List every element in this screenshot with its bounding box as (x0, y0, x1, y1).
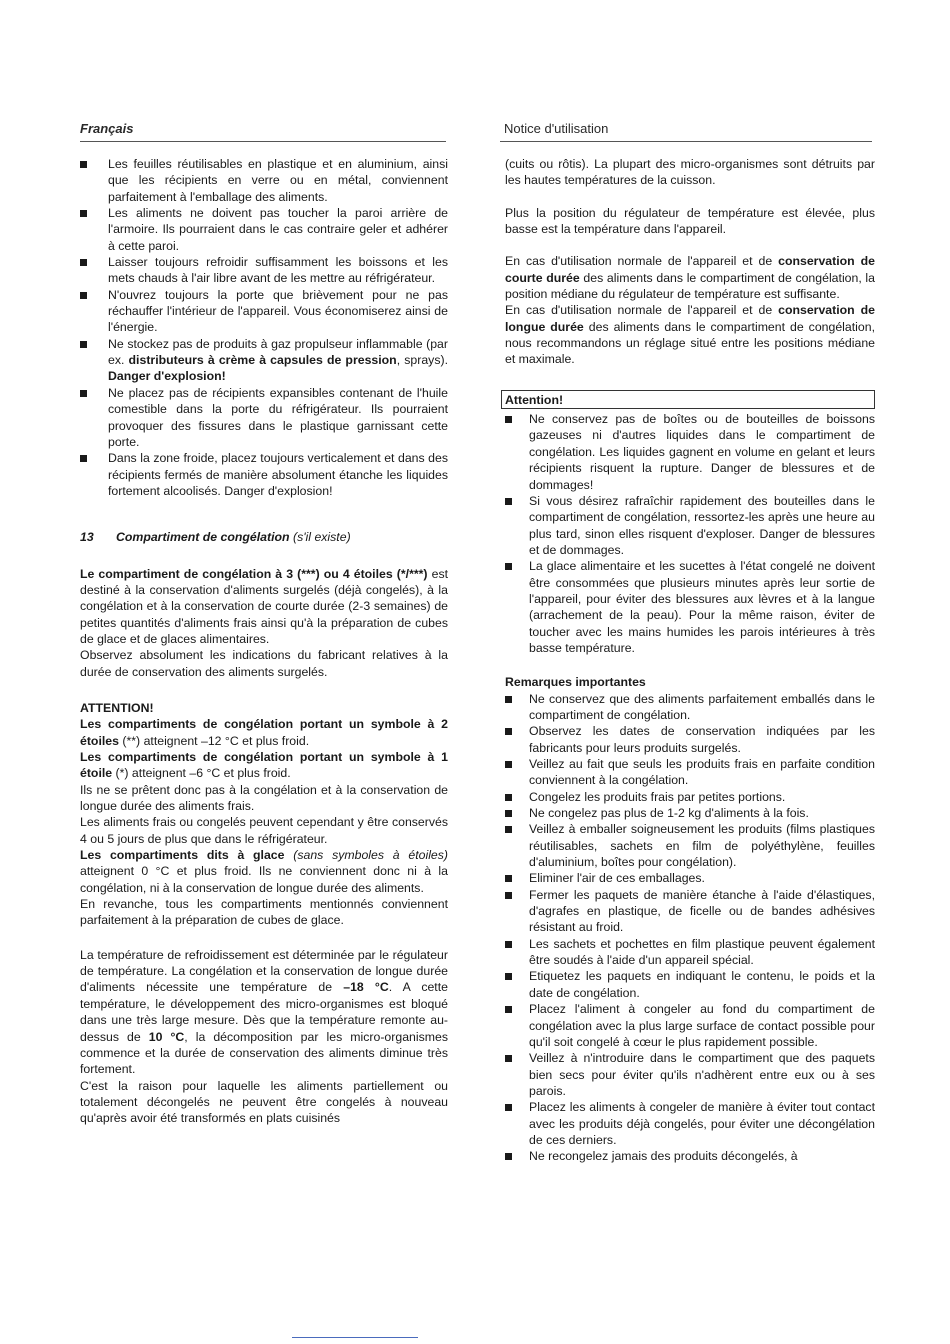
fresh-food-paragraph: Les aliments frais ou congelés peuvent cependant y être conservés 4 ou 5 jours de plus que dans le réfrigérateur. (80, 815, 448, 846)
attention-box: Attention! (501, 390, 875, 409)
attention-heading: ATTENTION! (80, 700, 154, 715)
list-item: Laisser toujours refroidir suffisamment les boissons et les mets chauds à l'air libre avant de les mettre au réfrigérateur. (80, 254, 448, 287)
however-paragraph: En revanche, tous les compartiments mentionnés conviennent parfaitement à la préparation de cubes de glace. (80, 897, 448, 928)
regulator-paragraph: Plus la position du régulateur de température est élevée, plus basse est la température dans l'appareil. (505, 205, 875, 237)
long-storage-paragraph: En cas d'utilisation normale de l'appareil et de conservation de longue durée des aliments dans le compartiment de congélation, nous recommandons un réglage situé entre les positions médiane et maximale. (505, 303, 875, 367)
list-item: Ne congelez pas plus de 1-2 kg d'aliments à la fois. (505, 805, 875, 821)
list-item: Veillez à n'introduire dans le compartiment que des paquets bien secs pour éviter qu'ils n'adhèrent entre eux ou à ses parois. (505, 1050, 875, 1099)
observe-paragraph: Observez absolument les indications du fabricant relatives à la durée de conservation des aliments surgelés. (80, 648, 448, 679)
header-language: Français (80, 121, 134, 136)
section-title: Compartiment de congélation (116, 530, 290, 545)
left-column (80, 156, 448, 1127)
list-item: Les feuilles réutilisables en plastique et en aluminium, ainsi que les récipients en verre ou en métal, conviennent parfaitement à l'emballage des aliments. (80, 156, 448, 205)
remarks-heading: Remarques importantes (505, 675, 646, 690)
footer-line (292, 1337, 418, 1338)
right-column (505, 156, 875, 1165)
list-item: Placez l'aliment à congeler au fond du compartiment de congélation avec la plus large surface de contact possible pour qu'il soit congelé à cœur le plus rapidement possible. (505, 1001, 875, 1050)
section-number: 13 (80, 530, 94, 545)
header-title: Notice d'utilisation (504, 121, 609, 136)
temperature-paragraph: La température de refroidissement est déterminée par le régulateur de température. La congélation et la conservation de longue durée d'aliments nécessite une température de –18 °C. A cette température, le développement des micro-organismes est bloqué dans une très large mesure. Dès que la température remonte au-dessus de 10 °C, la décomposition par les micro-organismes commence et la durée de conservation des aliments diminue très fortement. (80, 947, 448, 1077)
two-star-paragraph: Les compartiments de congélation portant un symbole à 2 étoiles (**) atteignent –12 °C et plus froid. (80, 717, 448, 748)
list-item: La glace alimentaire et les sucettes à l'état congelé ne doivent être consommées que plusieurs minutes après leur sortie de l'appareil, pour éviter des blessures aux lèvres et à la langue (arrachement de la peau). Pour la même raison, éviter de toucher avec les mains humides les parois intérieures à très basse température. (505, 558, 875, 656)
attention-list (505, 411, 875, 656)
list-item: Dans la zone froide, placez toujours verticalement et dans des récipients fermés de manière absolument étanche les liquides fortement alcoolisés. Danger d'explosion! (80, 450, 448, 499)
list-item: Ne placez pas de récipients expansibles contenant de l'huile comestible dans la porte du réfrigérateur. Ils pourraient provoquer des fissures dans le plastique garnissant cette porte. (80, 385, 448, 450)
reason-paragraph: C'est la raison pour laquelle les aliments partiellement ou totalement décongelés ne peuvent être congelés à nouveau qu'après avoir été transformés en plats cuisinés (80, 1078, 448, 1126)
list-item: Ne recongelez jamais des produits décongelés, à (505, 1148, 875, 1164)
one-star-paragraph: Les compartiments de congélation portant un symbole à 1 étoile (*) atteignent –6 °C et plus froid. (80, 750, 448, 781)
list-item: Les aliments ne doivent pas toucher la paroi arrière de l'armoire. Ils pourraient dans le cas contraire geler et adhérer à cette paroi. (80, 205, 448, 254)
not-suited-paragraph: Ils ne se prêtent donc pas à la congélation et à la conservation de longue durée des aliments frais. (80, 782, 448, 814)
list-item: Ne conservez que des aliments parfaitement emballés dans le compartiment de congélation. (505, 691, 875, 724)
header-rule-left (80, 141, 446, 142)
freezer-intro: Le compartiment de congélation à 3 (***) ou 4 étoiles (*/***) est destiné à la conservation d'aliments surgelés (déjà congelés), à la congélation et à la conservation de courte durée (2-3 semaines) de petites quantités d'aliments frais ainsi qu'à la préparation de cubes de glace et de glaces alimentaires. (80, 566, 449, 646)
list-item: Ne stockez pas de produits à gaz propulseur inflammable (par ex. distributeurs à crème à capsules de pression, sprays). Danger d'explosion! (80, 336, 448, 385)
continuation-paragraph: (cuits ou rôtis). La plupart des micro-organismes sont détruits par les hautes températures de la cuisson. (505, 157, 875, 188)
list-item: Congelez les produits frais par petites portions. (505, 789, 875, 805)
list-item: Etiquetez les paquets en indiquant le contenu, le poids et la date de congélation. (505, 968, 875, 1001)
list-item: Veillez à emballer soigneusement les produits (films plastiques réutilisables, sachets en film de polyéthylène, feuilles d'aluminium, boîtes pour congélation). (505, 821, 875, 870)
list-item: N'ouvrez toujours la porte que brièvement pour ne pas réchauffer l'intérieur de l'appareil. Vous économiserez ainsi de l'énergie. (80, 287, 448, 336)
ice-compartment-paragraph: Les compartiments dits à glace (sans symboles à étoiles) atteignent 0 °C et plus froid. Ils ne conviennent donc ni à la congélation, ni à la conservation de longue durée des aliments. (80, 848, 449, 895)
section-heading (80, 529, 448, 545)
short-storage-paragraph: En cas d'utilisation normale de l'appareil et de conservation de courte durée des aliments dans le compartiment de congélation, la position médiane du régulateur de température est suffisante. (505, 254, 876, 302)
section-title-note: (s'il existe) (292, 530, 351, 545)
list-item: Les sachets et pochettes en film plastique peuvent également être soudés à l'aide d'un appareil spécial. (505, 936, 875, 969)
list-item: Fermer les paquets de manière étanche à l'aide d'élastiques, d'agrafes en plastique, de ficelle ou de bandes adhésives résistant au froid. (505, 887, 875, 936)
list-item: Eliminer l'air de ces emballages. (505, 870, 875, 886)
list-item: Placez les aliments à congeler de manière à éviter tout contact avec les produits déjà congelés, pour éviter une décongélation de ces derniers. (505, 1099, 875, 1148)
header-rule-right (500, 141, 872, 142)
list-item: Si vous désirez rafraîchir rapidement des bouteilles dans le compartiment de congélation, ressortez-les après une heure au plus tard, sinon elles risquent d'exploser. Danger de blessures et de dommages. (505, 493, 875, 558)
storage-tips-list (80, 156, 448, 499)
remarks-list (505, 691, 875, 1165)
list-item: Observez les dates de conservation indiquées par les fabricants pour leurs produits surgelés. (505, 723, 875, 756)
list-item: Veillez au fait que seuls les produits frais en parfaite condition conviennent à la congélation. (505, 756, 875, 789)
list-item: Ne conservez pas de boîtes ou de bouteilles de boissons gazeuses ni d'autres liquides dans le compartiment de congélation. Les liquides gagnent en volume en gelant et leurs récipients risquent la rupture. Danger de blessures et de dommages! (505, 411, 875, 493)
